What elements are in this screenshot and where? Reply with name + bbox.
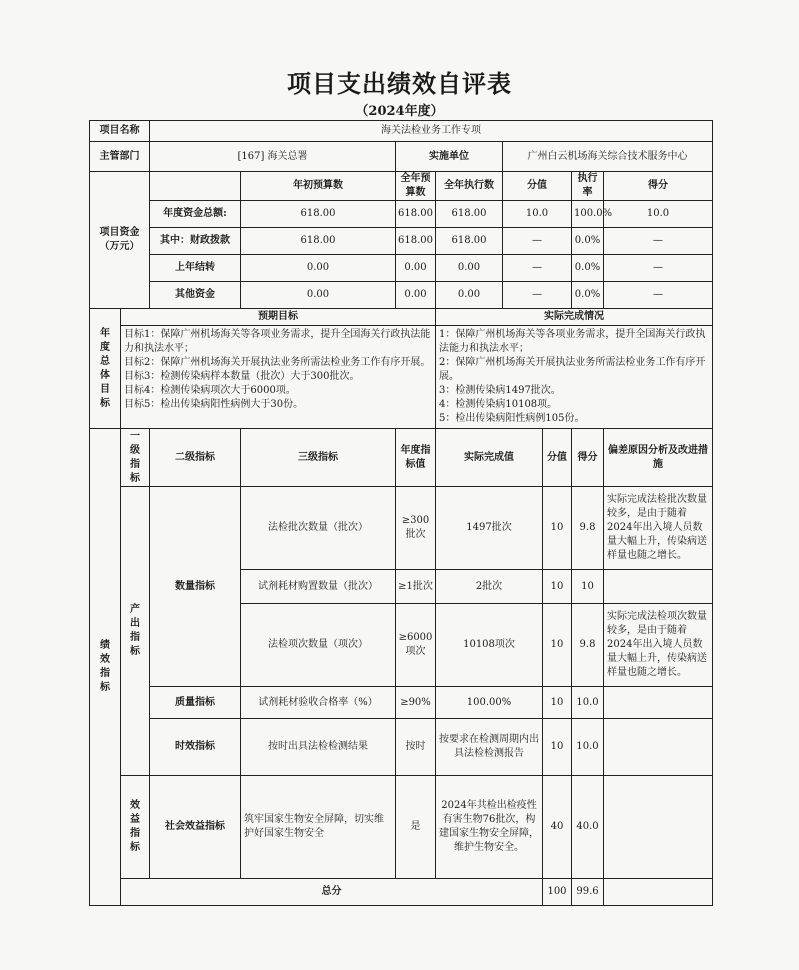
funds-row bbox=[90, 255, 713, 282]
funds-row-annual: 618.00 bbox=[396, 228, 436, 255]
goals-header-row bbox=[90, 309, 713, 326]
indicators-label-text: 绩效指标 bbox=[100, 640, 110, 693]
indicators-header-level1 bbox=[121, 429, 150, 487]
indicator-actual: 按要求在检测周期内出具法检检测报告 bbox=[436, 719, 543, 776]
funds-row-name: 其他资金 bbox=[150, 282, 241, 309]
funds-header-blank bbox=[150, 172, 241, 201]
implementing-unit-value: 广州白云机场海关综合技术服务中心 bbox=[503, 142, 713, 172]
benefit-indicator-label-text: 效益指标 bbox=[130, 800, 140, 853]
goals-body-row bbox=[90, 326, 713, 429]
funds-label: 项目资金（万元） bbox=[90, 172, 150, 309]
total-weight: 100 bbox=[543, 879, 572, 906]
indicator-row bbox=[90, 719, 713, 776]
indicator-note bbox=[604, 776, 713, 879]
indicator-score: 9.8 bbox=[572, 604, 604, 687]
goals-actual-text: 1：保障广州机场海关等各项业务需求，提升全国海关行政执法能力和执法水平； 2：保障广州机场海关开展执法业务所需法检业务工作有序开展。 3：检测传染病1497批次。 4：检测传染病10108项。 5：检出传染病阳性病例105份。 bbox=[436, 326, 713, 429]
funds-row-initial: 0.00 bbox=[241, 282, 396, 309]
indicators-header-level1-text: 一级指标 bbox=[130, 430, 140, 484]
quality-indicator-label: 质量指标 bbox=[150, 687, 241, 719]
indicators-header-target: 年度指标值 bbox=[396, 429, 436, 487]
indicator-name: 按时出具法检检测结果 bbox=[241, 719, 396, 776]
funds-header-rate: 执行率 bbox=[572, 172, 604, 201]
funds-header-weight: 分值 bbox=[503, 172, 572, 201]
indicator-actual: 100.00% bbox=[436, 687, 543, 719]
indicator-name: 试剂耗材购置数量（批次） bbox=[241, 570, 396, 604]
indicator-name: 法检项次数量（项次） bbox=[241, 604, 396, 687]
indicator-weight: 10 bbox=[543, 719, 572, 776]
indicator-score: 10.0 bbox=[572, 687, 604, 719]
benefit-indicator-label bbox=[121, 776, 150, 879]
funds-row bbox=[90, 282, 713, 309]
indicator-actual: 2024年共检出检疫性有害生物76批次，构建国家生物安全屏障，维护生物安全。 bbox=[436, 776, 543, 879]
goals-actual-header: 实际完成情况 bbox=[436, 309, 713, 326]
department-value: [167] 海关总署 bbox=[150, 142, 396, 172]
total-score: 99.6 bbox=[572, 879, 604, 906]
indicator-name: 法检批次数量（批次） bbox=[241, 487, 396, 570]
indicator-row bbox=[90, 487, 713, 570]
funds-row-executed: 0.00 bbox=[436, 255, 503, 282]
social-indicator-label: 社会效益指标 bbox=[150, 776, 241, 879]
indicator-target: ≥1批次 bbox=[396, 570, 436, 604]
funds-row-rate: 0.0% bbox=[572, 228, 604, 255]
total-note bbox=[604, 879, 713, 906]
funds-row bbox=[90, 228, 713, 255]
indicator-target: ≥300批次 bbox=[396, 487, 436, 570]
indicator-row bbox=[90, 687, 713, 719]
indicator-name: 筑牢国家生物安全屏障，切实维护好国家生物安全 bbox=[241, 776, 396, 879]
project-name-row bbox=[90, 121, 713, 142]
goals-label bbox=[90, 309, 121, 429]
funds-row-score: 10.0 bbox=[604, 201, 713, 228]
indicator-weight: 10 bbox=[543, 604, 572, 687]
project-name-label: 项目名称 bbox=[90, 121, 150, 142]
indicator-note bbox=[604, 719, 713, 776]
indicator-target: ≥90% bbox=[396, 687, 436, 719]
funds-header-score: 得分 bbox=[604, 172, 713, 201]
indicators-header-note: 偏差原因分析及改进措施 bbox=[604, 429, 713, 487]
indicator-target: 按时 bbox=[396, 719, 436, 776]
total-label: 总分 bbox=[121, 879, 543, 906]
indicators-header-actual: 实际完成值 bbox=[436, 429, 543, 487]
indicator-weight: 10 bbox=[543, 487, 572, 570]
funds-row-rate: 0.0% bbox=[572, 282, 604, 309]
output-indicator-label-text: 产出指标 bbox=[130, 604, 140, 657]
indicator-note bbox=[604, 570, 713, 604]
goals-expected-text: 目标1：保障广州机场海关等各项业务需求，提升全国海关行政执法能力和执法水平； 目标2：保障广州机场海关开展执法业务所需法检业务工作有序开展。 目标3：检测传染病样本数量（批次）大于300批次。 目标4：检测传染病项次大于6000项。 目标5：检出传染病阳性病例大于30份。 bbox=[121, 326, 436, 429]
funds-row-weight: — bbox=[503, 255, 572, 282]
indicator-weight: 10 bbox=[543, 687, 572, 719]
funds-header-annual: 全年预算数 bbox=[396, 172, 436, 201]
indicator-note: 实际完成法检批次数量较多，是由于随着2024年出入境人员数量大幅上升，传染病送样量也随之增长。 bbox=[604, 487, 713, 570]
department-row bbox=[90, 142, 713, 172]
indicator-weight: 40 bbox=[543, 776, 572, 879]
funds-row bbox=[90, 201, 713, 228]
funds-row-annual: 618.00 bbox=[396, 201, 436, 228]
indicators-header-score: 得分 bbox=[572, 429, 604, 487]
funds-row-rate: 100.0% bbox=[572, 201, 604, 228]
funds-header-executed: 全年执行数 bbox=[436, 172, 503, 201]
funds-row-score: — bbox=[604, 228, 713, 255]
timeliness-indicator-label: 时效指标 bbox=[150, 719, 241, 776]
funds-row-weight: — bbox=[503, 282, 572, 309]
funds-header-initial: 年初预算数 bbox=[241, 172, 396, 201]
indicator-target: 是 bbox=[396, 776, 436, 879]
indicator-actual: 10108项次 bbox=[436, 604, 543, 687]
funds-row-weight: — bbox=[503, 228, 572, 255]
funds-row-annual: 0.00 bbox=[396, 282, 436, 309]
project-name-value: 海关法检业务工作专项 bbox=[150, 121, 713, 142]
indicator-note: 实际完成法检项次数量较多，是由于随着2024年出入境人员数量大幅上升，传染病送样量也随之增长。 bbox=[604, 604, 713, 687]
goals-expected-header: 预期目标 bbox=[121, 309, 436, 326]
indicator-target: ≥6000项次 bbox=[396, 604, 436, 687]
indicator-actual: 1497批次 bbox=[436, 487, 543, 570]
indicators-label bbox=[90, 429, 121, 906]
implementing-unit-label: 实施单位 bbox=[396, 142, 503, 172]
department-label: 主管部门 bbox=[90, 142, 150, 172]
funds-row-name: 上年结转 bbox=[150, 255, 241, 282]
funds-row-executed: 618.00 bbox=[436, 228, 503, 255]
indicators-header-level3: 三级指标 bbox=[241, 429, 396, 487]
indicators-header-row bbox=[90, 429, 713, 487]
quantity-indicator-label: 数量指标 bbox=[150, 487, 241, 687]
goals-label-text: 年度总体目标 bbox=[100, 327, 110, 409]
indicator-row bbox=[90, 776, 713, 879]
output-indicator-label bbox=[121, 487, 150, 776]
indicator-note bbox=[604, 687, 713, 719]
page-title: 项目支出绩效自评表 bbox=[287, 70, 512, 98]
funds-row-initial: 618.00 bbox=[241, 201, 396, 228]
funds-row-initial: 618.00 bbox=[241, 228, 396, 255]
funds-header-row bbox=[90, 172, 713, 201]
indicator-score: 10.0 bbox=[572, 719, 604, 776]
funds-row-executed: 0.00 bbox=[436, 282, 503, 309]
indicators-header-level2: 二级指标 bbox=[150, 429, 241, 487]
total-row bbox=[90, 879, 713, 906]
funds-row-score: — bbox=[604, 255, 713, 282]
self-evaluation-table bbox=[89, 120, 713, 906]
page-subtitle: （2024年度） bbox=[355, 104, 444, 119]
funds-row-initial: 0.00 bbox=[241, 255, 396, 282]
indicators-header-weight: 分值 bbox=[543, 429, 572, 487]
funds-row-weight: 10.0 bbox=[503, 201, 572, 228]
indicator-score: 9.8 bbox=[572, 487, 604, 570]
indicator-name: 试剂耗材验收合格率（%） bbox=[241, 687, 396, 719]
funds-row-executed: 618.00 bbox=[436, 201, 503, 228]
indicator-actual: 2批次 bbox=[436, 570, 543, 604]
funds-row-name: 其中：财政拨款 bbox=[150, 228, 241, 255]
funds-row-score: — bbox=[604, 282, 713, 309]
funds-row-rate: 0.0% bbox=[572, 255, 604, 282]
indicator-weight: 10 bbox=[543, 570, 572, 604]
indicator-score: 40.0 bbox=[572, 776, 604, 879]
funds-row-annual: 0.00 bbox=[396, 255, 436, 282]
funds-row-name: 年度资金总额: bbox=[150, 201, 241, 228]
indicator-score: 10 bbox=[572, 570, 604, 604]
